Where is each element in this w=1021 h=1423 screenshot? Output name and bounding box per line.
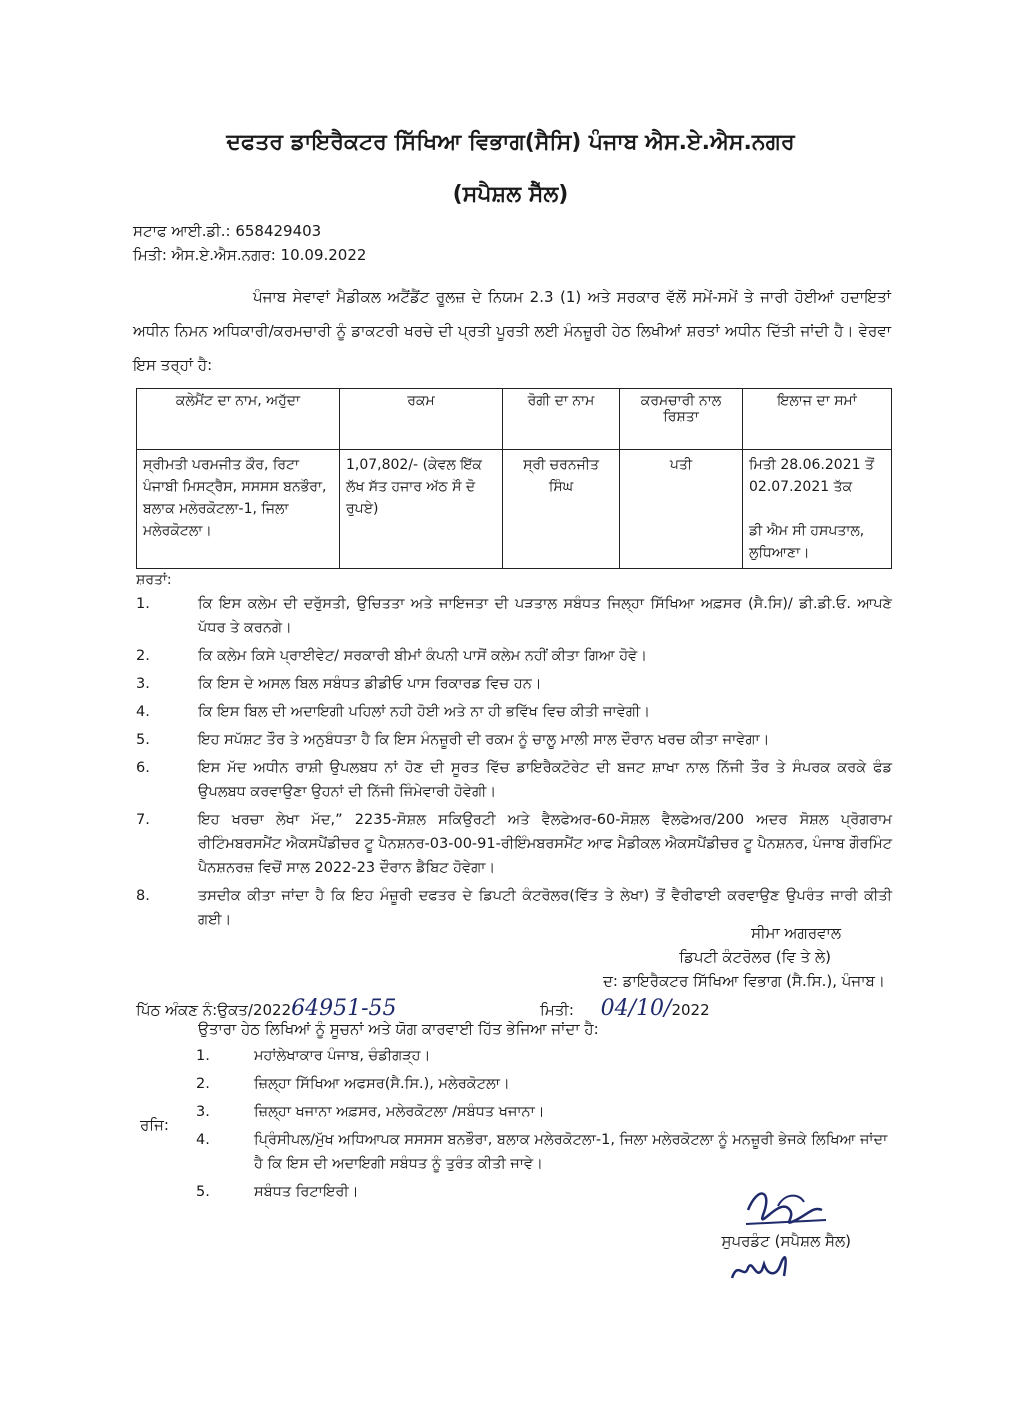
cell-title: (ਸਪੈਸ਼ਲ ਸੈੱਲ) <box>452 182 569 207</box>
cell-relation: ਪਤੀ <box>620 450 743 569</box>
list-item: 1. ਮਹਾਂਲੇਖਾਕਾਰ ਪੰਜਾਬ, ਚੰਡੀਗੜ੍ਹ। <box>196 1048 431 1064</box>
list-item: 6. ਇਸ ਮੱਦ ਅਧੀਨ ਰਾਸ਼ੀ ਉਪਲਬਧ ਨਾਂ ਹੋਣ ਦੀ ਸੂਰਤ ਵਿੱਚ ਡਾਇਰੈਕਟੋਰੇਟ ਦੀ ਬਜਟ ਸ਼ਾਖਾ ਨਾਲ ਨਿੱਜੀ ਤੌਰ ਤੇ ਸੰਪਰਕ ਕਰਕੇ ਫੰਡ ਉਪਲਬਧ ਕਰਵਾਉਣਾ ਉਹਨਾਂ ਦੀ ਨਿੱਜੀ ਜਿੰਮੇਵਾਰੀ ਹੋਵੇਗੀ। <box>136 760 892 800</box>
endorsement-prefix: ਪਿੱਠ ਅੰਕਣ ਨੰ:ਉਕਤ/2022 <box>136 1001 292 1019</box>
date-line: ਮਿਤੀ: ਐਸ.ਏ.ਐਸ.ਨਗਰ: 10.09.2022 <box>133 246 367 264</box>
col-claimant: ਕਲੇਮੈਂਟ ਦਾ ਨਾਮ, ਅਹੁੱਦਾ <box>137 389 340 450</box>
claim-table <box>136 388 892 569</box>
superintendent-designation: ਸੁਪਰਡੰਟ (ਸਪੈਸ਼ਲ ਸੈਲ) <box>721 1232 851 1250</box>
cell-amount: 1,07,802/- (ਕੇਵਲ ਇੱਕ ਲੱਖ ਸੱਤ ਹਜਾਰ ਅੱਠ ਸੌ ਦੋ ਰੁਪਏ) <box>340 450 503 569</box>
list-item: 4. ਕਿ ਇਸ ਬਿਲ ਦੀ ਅਦਾਇਗੀ ਪਹਿਲਾਂ ਨਹੀ ਹੋਈ ਅਤੇ ਨਾ ਹੀ ਭਵਿੱਖ ਵਿਚ ਕੀਤੀ ਜਾਵੇਗੀ। <box>136 704 651 720</box>
col-relation: ਕਰਮਚਾਰੀ ਨਾਲ ਰਿਸ਼ਤਾ <box>620 389 743 450</box>
hospital-name: ਡੀ ਐਮ ਸੀ ਹਸਪਤਾਲ, ਲੁਧਿਆਣਾ। <box>749 523 865 561</box>
list-item: 1. ਕਿ ਇਸ ਕਲੇਮ ਦੀ ਦਰੁੱਸਤੀ, ਉਚਿਤਤਾ ਅਤੇ ਜਾਇਜਤਾ ਦੀ ਪੜਤਾਲ ਸਬੰਧਤ ਜਿਲ੍ਹਾ ਸਿੱਖਿਆ ਅਫ਼ਸਰ (ਸੈ.ਸਿ)/ ਡੀ.ਡੀ.ਓ. ਆਪਣੇ ਪੱਧਰ ਤੇ ਕਰਨਗੇ। <box>136 596 892 636</box>
intro-paragraph <box>133 280 891 382</box>
cell-patient: ਸ੍ਰੀ ਚਰਨਜੀਤ ਸਿੰਘ <box>503 450 620 569</box>
endorsement-date <box>540 996 710 1021</box>
col-period: ਇਲਾਜ ਦਾ ਸਮਾਂ <box>743 389 892 450</box>
conditions-label: ਸ਼ਰਤਾਂ: <box>136 572 172 588</box>
signatory-designation: ਡਿਪਟੀ ਕੰਟਰੋਲਰ (ਵਿ ਤੇ ਲੇ) <box>679 948 831 966</box>
table-row <box>137 450 892 569</box>
office-title: ਦਫਤਰ ਡਾਇਰੈਕਟਰ ਸਿੱਖਿਆ ਵਿਭਾਗ(ਸੈਸਿ) ਪੰਜਾਬ ਐਸ.ਏ.ਐਸ.ਨਗਰ <box>226 130 795 155</box>
col-patient: ਰੋਗੀ ਦਾ ਨਾਮ <box>503 389 620 450</box>
list-item: 3. ਜ਼ਿਲ੍ਹਾ ਖਜਾਨਾ ਅਫ਼ਸਰ, ਮਲੇਰਕੋਟਲਾ /ਸਬੰਧਤ ਖਜਾਨਾ। <box>196 1104 545 1120</box>
endorsement-number <box>136 996 397 1021</box>
handwritten-date: 04/10/ <box>600 996 672 1021</box>
list-item: 3. ਕਿ ਇਸ ਦੇ ਅਸਲ ਬਿਲ ਸਬੰਧਤ ਡੀਡੀਓ ਪਾਸ ਰਿਕਾਰਡ ਵਿਚ ਹਨ। <box>136 676 542 692</box>
cell-period <box>743 450 892 569</box>
signatory-name: ਸੀਮਾ ਅਗਰਵਾਲ <box>751 924 841 942</box>
treatment-period: ਮਿਤੀ 28.06.2021 ਤੋਂ 02.07.2021 ਤੱਕ <box>749 457 874 495</box>
handwritten-number: 64951-55 <box>291 996 397 1021</box>
list-item: 5. ਸਬੰਧਤ ਰਿਟਾਇਰੀ। <box>196 1184 359 1200</box>
cell-claimant: ਸ੍ਰੀਮਤੀ ਪਰਮਜੀਤ ਕੌਰ, ਰਿਟਾ ਪੰਜਾਬੀ ਮਿਸਟ੍ਰੈਸ, ਸਸਸਸ ਬਨਭੌਰਾ, ਬਲਾਕ ਮਲੇਰਕੋਟਲਾ-1, ਜਿਲਾ ਮਲੇਰਕੋਟਲਾ। <box>137 450 340 569</box>
signatory-office: ਦ: ਡਾਇਰੈਕਟਰ ਸਿੱਖਿਆ ਵਿਭਾਗ (ਸੈ.ਸਿ.), ਪੰਜਾਬ। <box>602 972 885 990</box>
list-item: 2. ਜ਼ਿਲ੍ਹਾ ਸਿੱਖਿਆ ਅਫਸਰ(ਸੈ.ਸਿ.), ਮਲੇਰਕੋਟਲਾ। <box>196 1076 510 1092</box>
list-item: 2. ਕਿ ਕਲੇਮ ਕਿਸੇ ਪ੍ਰਾਈਵੇਟ/ ਸਰਕਾਰੀ ਬੀਮਾਂ ਕੰਪਨੀ ਪਾਸੋਂ ਕਲੇਮ ਨਹੀਂ ਕੀਤਾ ਗਿਆ ਹੋਵੇ। <box>136 648 647 664</box>
list-item: 8. ਤਸਦੀਕ ਕੀਤਾ ਜਾਂਦਾ ਹੈ ਕਿ ਇਹ ਮੰਜ਼ੂਰੀ ਦਫਤਰ ਦੇ ਡਿਪਟੀ ਕੰਟਰੋਲਰ(ਵਿੱਤ ਤੇ ਲੇਖਾ) ਤੋਂ ਵੈਰੀਫਾਈ ਕਰਵਾਉਣ ਉਪਰੰਤ ਜਾਰੀ ਕੀਤੀ ਗਈ। <box>136 888 892 928</box>
list-item: 5. ਇਹ ਸਪੱਸ਼ਟ ਤੌਰ ਤੇ ਅਨੁਬੰਧਤਾ ਹੈ ਕਿ ਇਸ ਮੰਨਜ਼ੂਰੀ ਦੀ ਰਕਮ ਨੂੰ ਚਾਲੂ ਮਾਲੀ ਸਾਲ ਦੌਰਾਨ ਖਰਚ ਕੀਤਾ ਜਾਵੇਗਾ। <box>136 732 770 748</box>
miti-label: ਮਿਤੀ: <box>540 1001 574 1019</box>
intro-text: ਪੰਜਾਬ ਸੇਵਾਵਾਂ ਮੈਡੀਕਲ ਅਟੈਂਡੈਂਟ ਰੂਲਜ਼ ਦੇ ਨਿਯਮ 2.3 (1) ਅਤੇ ਸਰਕਾਰ ਵੱਲੋਂ ਸਮੇਂ-ਸਮੇਂ ਤੇ ਜਾਰੀ ਹੋਈਆਂ ਹਦਾਇਤਾਂ ਅਧੀਨ ਨਿਮਨ ਅਧਿਕਾਰੀ/ਕਰਮਚਾਰੀ ਨੂੰ ਡਾਕਟਰੀ ਖਰਚੇ ਦੀ ਪ੍ਰਤੀ ਪੂਰਤੀ ਲਈ ਮੰਨਜ਼ੂਰੀ ਹੇਠ ਲਿਖੀਆਂ ਸ਼ਰਤਾਂ ਅਧੀਨ ਦਿੱਤੀ ਜਾਂਦੀ ਹੈ। ਵੇਰਵਾ ਇਸ ਤਰ੍ਹਾਂ ਹੈ: <box>133 288 891 374</box>
list-item: 4. ਪ੍ਰਿੰਸੀਪਲ/ਮੁੱਖ ਅਧਿਆਪਕ ਸਸਸਸ ਬਨਭੌਰਾ, ਬਲਾਕ ਮਲੇਰਕੋਟਲਾ-1, ਜਿਲਾ ਮਲੇਰਕੋਟਲਾ ਨੂੰ ਮਨਜ਼ੂਰੀ ਭੇਜਕੇ ਲਿਖਿਆ ਜਾਂਦਾ ਹੈ ਕਿ ਇਸ ਦੀ ਅਦਾਇਗੀ ਸਬੰਧਤ ਨੂੰ ਤੁਰੰਤ ਕੀਤੀ ਜਾਵੇ। <box>196 1132 888 1172</box>
endorsement-year: 2022 <box>671 1001 710 1019</box>
list-item: 7. ਇਹ ਖਰਚਾ ਲੇਖਾ ਮੱਦ,” 2235-ਸੋਸ਼ਲ ਸਕਿਉਰਟੀ ਅਤੇ ਵੈਲਫੇਅਰ-60-ਸੋਸ਼ਲ ਵੈਲਫੇਅਰ/200 ਅਦਰ ਸੋਸ਼ਲ ਪ੍ਰੋਗਰਾਮ ਰੀਟਿੰਮਬਰਸਮੈਂਟ ਐਕਸਪੈਂਡੀਚਰ ਟੂ ਪੈਨਸ਼ਨਰ-03-00-91-ਰੀਇੰਮਬਰਸਮੈਂਟ ਆਫ ਮੈਡੀਕਲ ਐਕਸਪੈਂਡੀਚਰ ਟੂ ਪੈਨਸ਼ਨਰ, ਪੰਜਾਬ ਗੌਰਮਿੰਟ ਪੈਨਸ਼ਨਰਜ਼ ਵਿਚੋਂ ਸਾਲ 2022-23 ਦੌਰਾਨ ਡੈਬਿਟ ਹੋਵੇਗਾ। <box>136 812 892 876</box>
raji-label: ਰਜਿ: <box>140 1116 169 1134</box>
conditions-list <box>136 592 892 936</box>
copy-heading: ਉਤਾਰਾ ਹੇਠ ਲਿਖਿਆਂ ਨੂੰ ਸੂਚਨਾਂ ਅਤੇ ਯੋਗ ਕਾਰਵਾਈ ਹਿੱਤ ਭੇਜਿਆ ਜਾਂਦਾ ਹੈ: <box>198 1020 599 1038</box>
col-amount: ਰਕਮ <box>340 389 503 450</box>
staff-id: ਸਟਾਫ ਆਈ.ਡੀ.: 658429403 <box>133 222 322 240</box>
table-header-row <box>137 389 892 450</box>
